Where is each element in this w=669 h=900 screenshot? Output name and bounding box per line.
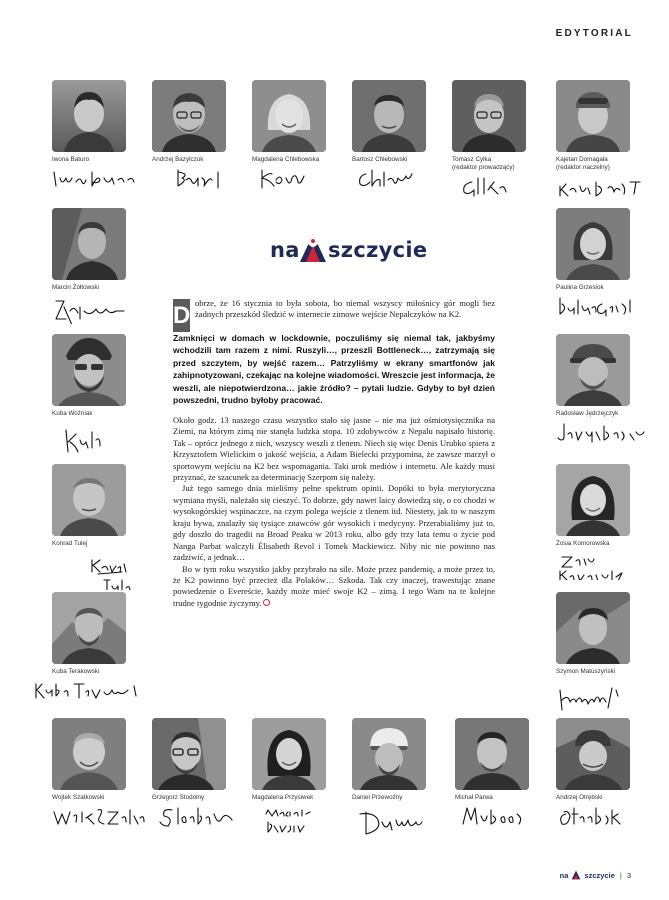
contributor-photo xyxy=(556,208,630,280)
signature xyxy=(252,166,344,190)
contributor-photo xyxy=(52,334,126,406)
contributor xyxy=(556,208,646,323)
contributor xyxy=(556,592,646,719)
contributor xyxy=(556,80,646,203)
body-paragraph-3 xyxy=(173,564,495,610)
signature xyxy=(556,294,648,318)
signature xyxy=(556,420,648,444)
footer-brand: szczycie xyxy=(584,870,615,880)
contributor-name: Grzegorz Stodolny xyxy=(152,794,205,801)
contributor xyxy=(252,80,342,195)
contributor-name: Andrzej Otrębski xyxy=(556,794,603,801)
contributor xyxy=(352,718,442,841)
contributor-name: Radosław Jędrzejczyk xyxy=(556,410,619,417)
contributor-photo xyxy=(152,718,226,790)
contributor-name: Zosia Komorowska xyxy=(556,540,610,547)
signature xyxy=(556,678,648,714)
contributor xyxy=(352,80,442,195)
signature xyxy=(455,804,547,828)
logo-part-na: na xyxy=(270,238,300,262)
contributor xyxy=(52,592,142,707)
contributor-name: Andrzej Bazylczuk xyxy=(152,156,204,163)
contributor-name: Szymon Matuszyński xyxy=(556,668,616,675)
contributor-photo xyxy=(455,718,529,790)
signature xyxy=(32,678,152,702)
signature xyxy=(52,550,144,590)
contributor-photo xyxy=(52,464,126,536)
contributor-photo xyxy=(352,80,426,152)
lead-paragraph: Zamknięci w domach w lockdownie, poczuliśmy się niemal tak, jakbyśmy wchodzili tam razem z nimi. Ruszyli…, przeszli Bottleneck…, zatrzymają się przed szczytem, by wejść razem… Patrzyliśmy w ekrany smartfonów jak zahipnotyzowani, czekając na kolejne wiadomości. Wreszcie jest informacja, że weszli, ale niepotwierdzona… jakie źródło? – pytali ludzie. Gdyby to był dzień powszedni, trudno byłoby pracować. xyxy=(173,333,495,406)
contributor-role: (redaktor naczelny) xyxy=(556,163,610,171)
intro-paragraph xyxy=(173,298,495,329)
signature xyxy=(556,804,648,828)
contributor-photo xyxy=(556,334,630,406)
mountain-logo-icon xyxy=(298,232,328,266)
contributor-photo xyxy=(52,718,126,790)
contributor-photo xyxy=(352,718,426,790)
contributor-photo xyxy=(556,718,630,790)
signature xyxy=(352,166,444,190)
contributor-name: Konrad Tulej xyxy=(52,540,88,547)
signature xyxy=(556,550,648,580)
signature xyxy=(556,174,648,198)
contributor-photo xyxy=(152,80,226,152)
end-mark-icon xyxy=(263,599,270,606)
contributor-photo xyxy=(252,718,326,790)
contributor xyxy=(52,208,142,329)
contributor-photo xyxy=(452,80,526,152)
contributor-name: Paulina Grzesiok xyxy=(556,284,604,291)
contributor-name: Kuba Terakowski xyxy=(52,668,100,675)
page-number: 3 xyxy=(626,870,631,880)
signature xyxy=(52,804,152,828)
contributor-name: Bartosz Chlebowski xyxy=(352,156,408,163)
signature xyxy=(52,166,144,190)
section-label: EDYTORIAL xyxy=(555,28,633,39)
signature xyxy=(252,804,344,836)
contributor-name: Kuba Woźniak xyxy=(52,410,93,417)
magazine-logo xyxy=(268,232,428,266)
contributor xyxy=(452,80,542,203)
contributor xyxy=(556,464,646,585)
contributor-photo xyxy=(52,80,126,152)
contributor-photo xyxy=(556,80,630,152)
contributor xyxy=(556,718,646,833)
contributor-role: (redaktor prowadzący) xyxy=(452,163,515,171)
contributor xyxy=(52,334,142,465)
contributor xyxy=(152,80,242,195)
footer-separator: | xyxy=(619,870,622,880)
contributor-photo xyxy=(556,464,630,536)
contributor-name: Iwona Baturo xyxy=(52,156,90,163)
signature xyxy=(352,804,444,836)
contributor xyxy=(52,718,142,833)
signature xyxy=(52,294,144,324)
intro-text: obrze, że 16 stycznia to była sobota, bo niemal wszyscy miłośnicy gór mogli bez żadnych przeszkód śledzić w internecie zimowe wejście Nepalczyków na K2. xyxy=(195,298,495,320)
body-paragraph-2: Już tego samego dnia mieliśmy pełne spektrum opinii. Dopóki to była merytoryczna wymiana myśli, należało się cieszyć. To dobrze, gdy nawet laicy dowiedzą się, o co chodzi w wysokogórskiej wspinaczce, na czym polega wejście z tlenem itd. Niestety, jak to w naszym kraju bywa, znalazły się tysiące znawców gór wysokich i medycyny. Przerabialiśmy już to, gdy doszło do tragedii na Broad Peaku w 2013 roku, albo gdy trzy lata temu o życie pod Nanga Parbat walczyli Élisabeth Revol i Tomek Mackiewicz. Niby nic nie powinno nas zadziwić, a jednak… xyxy=(173,483,495,563)
signature xyxy=(52,420,144,460)
mountain-logo-icon xyxy=(571,870,581,880)
signature xyxy=(152,804,244,828)
contributor xyxy=(455,718,545,833)
contributor-name: Wojtek Szatkowski xyxy=(52,794,105,801)
body-paragraph-3-text: Bo w tym roku wszystko jakby przybrało na sile. Może przez pandemię, a może przez to, że K2 powinno być przecież dla Polaków… Szkoda. Tak czy inaczej, trawestując znane powiedzenie o Evereście, każdy może mieć swoje K2 – zimą. I tego Wam na te kolejne trudne tygodnie życzymy. xyxy=(173,563,495,608)
footer-brand-prefix: na xyxy=(559,870,569,880)
contributor-name: Marcin Żółtowski xyxy=(52,284,99,291)
contributor-photo xyxy=(252,80,326,152)
contributor-name: Magdalena Przysiwek xyxy=(252,794,314,801)
contributor xyxy=(252,718,342,841)
contributor xyxy=(52,464,142,595)
contributor xyxy=(152,718,242,833)
contributor-photo xyxy=(52,592,126,664)
drop-cap: D xyxy=(173,299,190,332)
contributor-name: Daniel Przewoźny xyxy=(352,794,403,801)
contributor-name: Magdalena Chlebowska xyxy=(252,156,320,163)
contributor-name: Kajetan Domagała xyxy=(556,156,608,163)
signature xyxy=(152,166,244,190)
contributor-photo xyxy=(556,592,630,664)
contributor xyxy=(52,80,142,195)
page-footer xyxy=(560,870,631,880)
editorial-article xyxy=(173,298,495,609)
contributor xyxy=(556,334,646,449)
contributor-name: Tomasz Cylka xyxy=(452,156,492,163)
contributor-photo xyxy=(52,208,126,280)
body-paragraph-1: Około godz. 13 naszego czasu wszystko stało się jasne – nie ma już ośmiotysięcznika na Ziemi, na którym zimą nie stanęła ludzka stopa. 10 zdobywców z Nepalu napisało historię. Tak – oprócz jednego z nich, wszyscy weszli z tlenem. Niech się więc Denis Urubko spiera z Krzysztofem Wielickim o jakość wejścia, a Adam Bielecki przypomina, że zawsze marzył o sportowym wejściu na K2 bez wspomagania. Taki urok mediów i internetu. Ale każdy musi przyznać, że szacunek za determinację Szerpom się należy. xyxy=(173,414,495,482)
logo-part-szczycie: szczycie xyxy=(328,238,428,262)
signature xyxy=(452,174,544,198)
contributor-name: Michał Parwa xyxy=(455,794,493,801)
